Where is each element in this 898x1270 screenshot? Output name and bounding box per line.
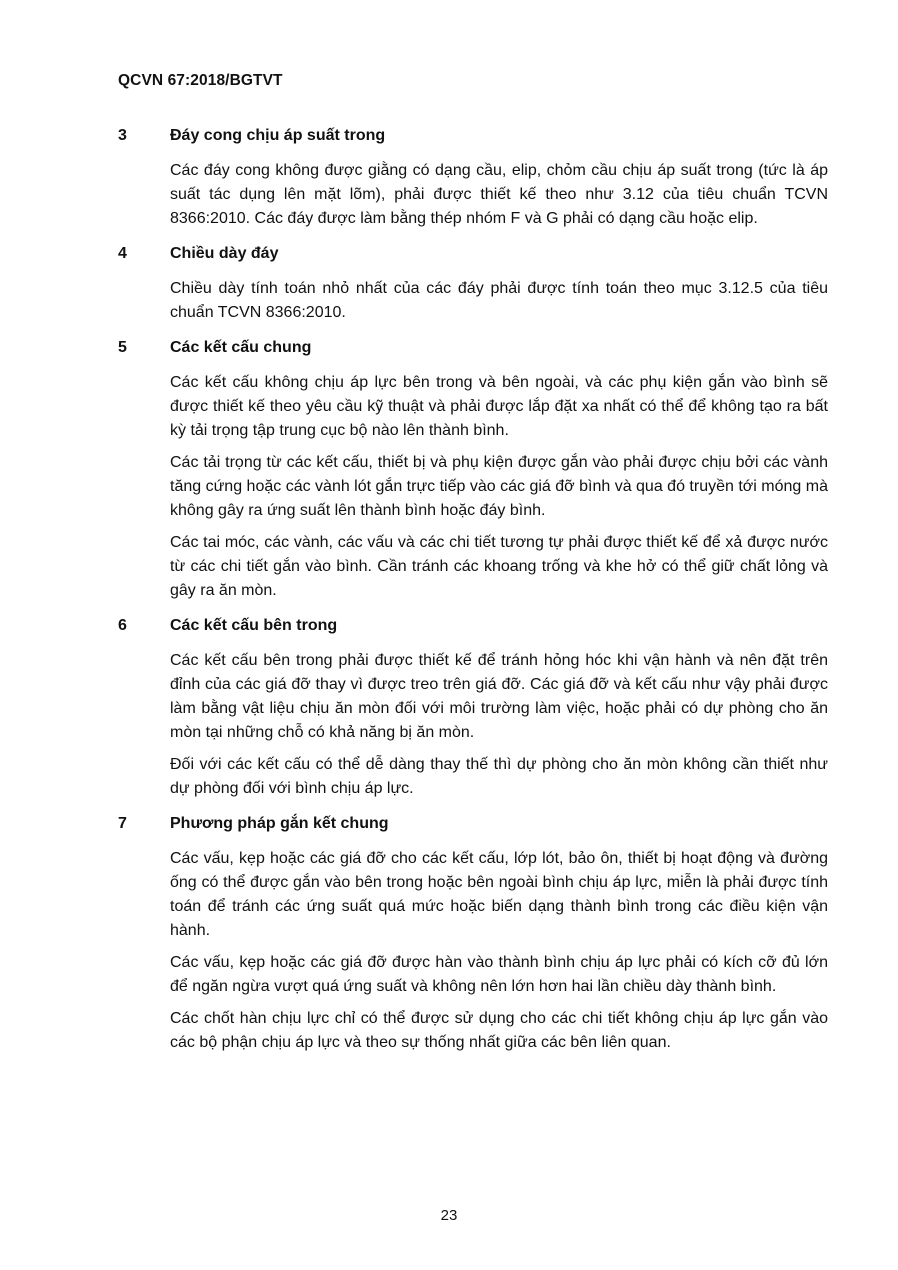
paragraph: Các kết cấu không chịu áp lực bên trong và bên ngoài, và các phụ kiện gắn vào bình sẽ được thiết kế theo yêu cầu kỹ thuật và phải được lắp đặt xa nhất có thể để không tạo ra bất kỳ tải trọng tập trung cục bộ nào lên thành bình. xyxy=(170,374,828,439)
section-5 xyxy=(118,339,828,603)
section-title: Các kết cấu bên trong xyxy=(170,617,338,634)
section-6 xyxy=(118,617,828,801)
paragraph: Các vấu, kẹp hoặc các giá đỡ được hàn vào thành bình chịu áp lực phải có kích cỡ đủ lớn để ngăn ngừa vượt quá ứng suất và không nên lớn hơn hai lần chiều dày thành bình. xyxy=(170,954,828,995)
paragraph: Các tải trọng từ các kết cấu, thiết bị và phụ kiện được gắn vào phải được chịu bởi các vành tăng cứng hoặc các vành lót gắn trực tiếp vào các giá đỡ bình và qua đó truyền tới móng mà không gây ra ứng suất lên thành bình hoặc đáy bình. xyxy=(170,454,828,519)
section-title: Đáy cong chịu áp suất trong xyxy=(170,127,386,144)
section-title: Phương pháp gắn kết chung xyxy=(170,815,389,832)
section-7 xyxy=(118,815,828,1055)
section-number: 6 xyxy=(118,617,127,634)
paragraph: Các đáy cong không được giằng có dạng cầu, elip, chỏm cầu chịu áp suất trong (tức là áp suất tác dụng lên mặt lõm), phải được thiết kế theo như 3.12 của tiêu chuẩn TCVN 8366:2010. Các đáy được làm bằng thép nhóm F và G phải có dạng cầu hoặc elip. xyxy=(170,162,828,227)
section-heading xyxy=(118,245,828,269)
paragraph: Các vấu, kẹp hoặc các giá đỡ cho các kết cấu, lớp lót, bảo ôn, thiết bị hoạt động và đường ống có thể được gắn vào bên trong hoặc bên ngoài bình chịu áp lực, miễn là phải được tính toán để tránh các ứng suất quá mức hoặc biến dạng thành bình trong các điều kiện vận hành. xyxy=(170,850,828,939)
document-code: QCVN 67:2018/BGTVT xyxy=(118,72,283,89)
section-heading xyxy=(118,815,828,839)
paragraph: Chiều dày tính toán nhỏ nhất của các đáy phải được tính toán theo mục 3.12.5 của tiêu chuẩn TCVN 8366:2010. xyxy=(170,280,828,321)
paragraph: Các kết cấu bên trong phải được thiết kế để tránh hỏng hóc khi vận hành và nên đặt trên đỉnh của các giá đỡ thay vì được treo trên giá đỡ. Các giá đỡ và kết cấu như vậy phải được làm bằng vật liệu chịu ăn mòn đối với môi trường làm việc, hoặc phải có dự phòng cho ăn mòn tại những chỗ có khả năng bị ăn mòn. xyxy=(170,652,828,741)
section-number: 4 xyxy=(118,245,127,262)
section-heading xyxy=(118,617,828,641)
section-4 xyxy=(118,245,828,325)
section-3 xyxy=(118,127,828,231)
paragraph: Các chốt hàn chịu lực chỉ có thể được sử dụng cho các chi tiết không chịu áp lực gắn vào các bộ phận chịu áp lực và theo sự thống nhất giữa các bên liên quan. xyxy=(170,1010,828,1051)
section-heading xyxy=(118,339,828,363)
section-title: Chiều dày đáy xyxy=(170,245,279,262)
page-number: 23 xyxy=(440,1207,458,1224)
section-number: 5 xyxy=(118,339,127,356)
section-number: 3 xyxy=(118,127,127,144)
document-body xyxy=(118,127,828,1069)
section-heading xyxy=(118,127,828,151)
section-number: 7 xyxy=(118,815,127,832)
paragraph: Các tai móc, các vành, các vấu và các chi tiết tương tự phải được thiết kế để xả được nước từ các chi tiết gắn vào bình. Cần tránh các khoang trống và khe hở có thể giữ chất lỏng và gây ra ăn mòn. xyxy=(170,534,828,599)
section-title: Các kết cấu chung xyxy=(170,339,312,356)
paragraph: Đối với các kết cấu có thể dễ dàng thay thế thì dự phòng cho ăn mòn không cần thiết như dự phòng đối với bình chịu áp lực. xyxy=(170,756,828,797)
